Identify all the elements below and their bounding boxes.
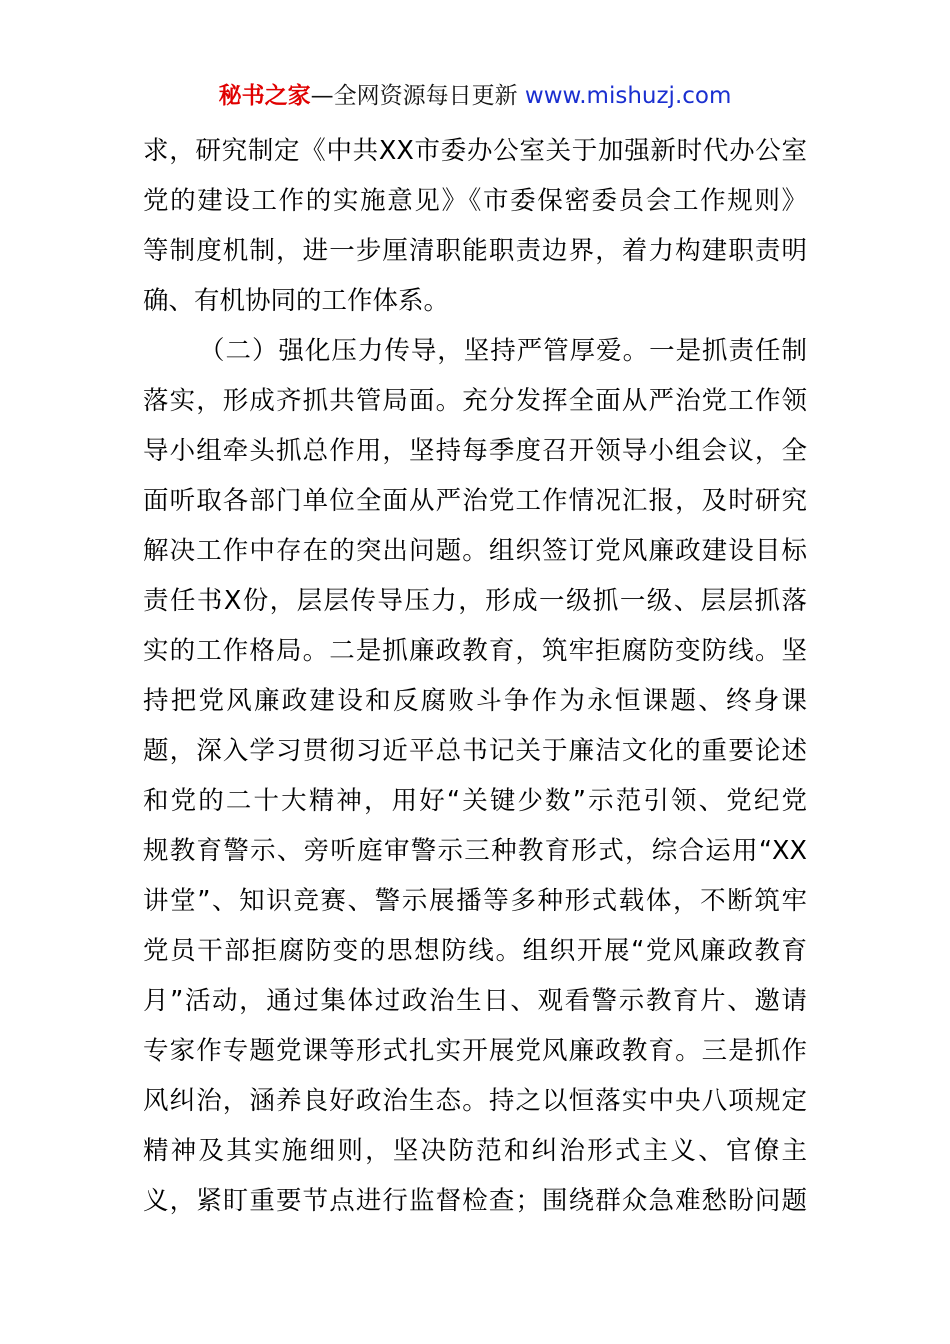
text-line: 解决工作中存在的突出问题。组织签订党风廉政建设目标 bbox=[143, 536, 807, 566]
text-line: 确、有机协同的工作体系。 bbox=[143, 286, 450, 316]
site-slogan: —全网资源每日更新 bbox=[310, 83, 518, 109]
text-line: 月”活动，通过集体过政治生日、观看警示教育片、邀请 bbox=[143, 986, 807, 1016]
text-line: 和党的二十大精神，用好“关键少数”示范引领、党纪党 bbox=[143, 786, 807, 816]
document-body bbox=[143, 126, 807, 1226]
text-line: 求，研究制定《中共XX市委办公室关于加强新时代办公室 bbox=[143, 136, 807, 166]
text-line: 持把党风廉政建设和反腐败斗争作为永恒课题、终身课 bbox=[143, 686, 807, 716]
text-line: 落实，形成齐抓共管局面。充分发挥全面从严治党工作领 bbox=[143, 386, 807, 416]
text-line: 精神及其实施细则，坚决防范和纠治形式主义、官僚主 bbox=[143, 1136, 807, 1166]
text-line: 讲堂”、知识竞赛、警示展播等多种形式载体，不断筑牢 bbox=[143, 886, 807, 916]
text-line: 面听取各部门单位全面从严治党工作情况汇报，及时研究 bbox=[143, 486, 807, 516]
text-line: 实的工作格局。二是抓廉政教育，筑牢拒腐防变防线。坚 bbox=[143, 636, 807, 666]
site-url-link[interactable]: www.mishuzj.com bbox=[524, 83, 732, 109]
site-brand: 秘书之家 bbox=[218, 83, 311, 109]
text-line: 题，深入学习贯彻习近平总书记关于廉洁文化的重要论述 bbox=[143, 736, 807, 766]
text-line: 责任书X份，层层传导压力，形成一级抓一级、层层抓落 bbox=[143, 586, 807, 616]
paragraph-start-line: （二）强化压力传导，坚持严管厚爱。一是抓责任制 bbox=[199, 336, 807, 366]
text-line: 专家作专题党课等形式扎实开展党风廉政教育。三是抓作 bbox=[143, 1036, 807, 1066]
text-line: 义，紧盯重要节点进行监督检查；围绕群众急难愁盼问题 bbox=[143, 1186, 807, 1216]
site-header bbox=[0, 80, 950, 112]
text-line: 风纠治，涵养良好政治生态。持之以恒落实中央八项规定 bbox=[143, 1086, 807, 1116]
text-line: 等制度机制，进一步厘清职能职责边界，着力构建职责明 bbox=[143, 236, 807, 266]
text-line: 规教育警示、旁听庭审警示三种教育形式，综合运用“XX bbox=[143, 836, 807, 866]
text-line: 党员干部拒腐防变的思想防线。组织开展“党风廉政教育 bbox=[143, 936, 807, 966]
text-line: 导小组牵头抓总作用，坚持每季度召开领导小组会议，全 bbox=[143, 436, 807, 466]
text-line: 党的建设工作的实施意见》《市委保密委员会工作规则》 bbox=[143, 186, 807, 216]
